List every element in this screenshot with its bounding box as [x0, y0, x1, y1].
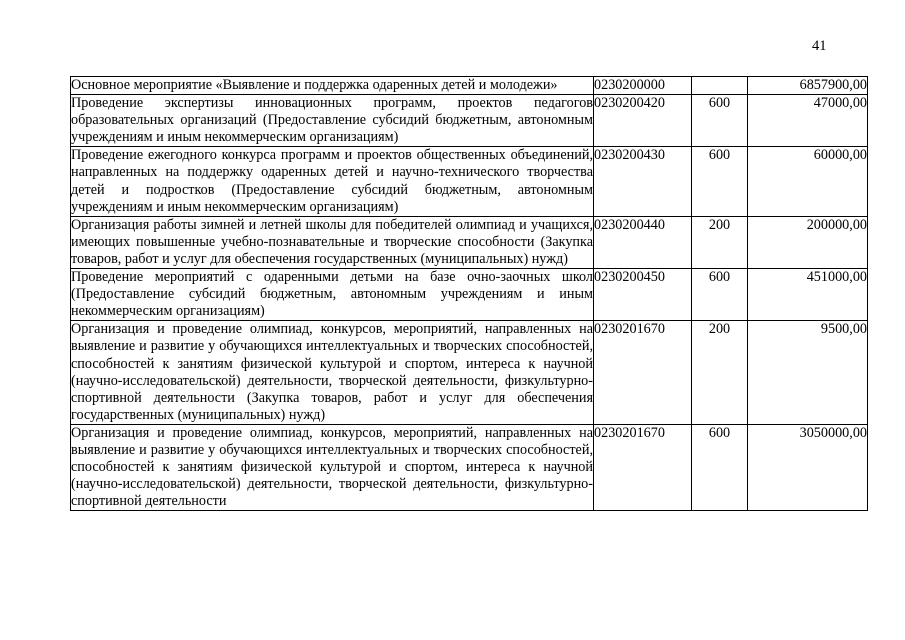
row-expense-type: 600 — [692, 424, 748, 510]
row-code: 0230200000 — [594, 77, 692, 95]
table-row — [71, 216, 868, 268]
table-row — [71, 147, 868, 216]
row-code: 0230201670 — [594, 424, 692, 510]
row-expense-type: 600 — [692, 147, 748, 216]
row-amount: 200000,00 — [748, 216, 868, 268]
row-expense-type: 600 — [692, 269, 748, 321]
table-row — [71, 77, 868, 95]
row-code: 0230200440 — [594, 216, 692, 268]
row-expense-type: 200 — [692, 321, 748, 425]
row-description: Проведение ежегодного конкурса программ и проектов общественных объединений, направленных на поддержку одаренных детей и научно-технического творчества детей и подростков (Предоставление субсидий бюджетным, автономным учреждениям и иным некоммерческим организациям) — [71, 147, 593, 215]
row-expense-type — [692, 77, 748, 95]
row-amount: 451000,00 — [748, 269, 868, 321]
row-description: Организация и проведение олимпиад, конкурсов, мероприятий, направленных на выявление и развитие у обучающихся интеллектуальных и творческих способностей, способностей к занятиям физической культурой и спортом, интереса к научной (научно-исследовательской) деятельности, творческой деятельности, физкультурно-спортивной деятельности — [71, 424, 593, 510]
table-row — [71, 95, 868, 147]
row-description: Организация работы зимней и летней школы для победителей олимпиад и учащихся, имеющих повышенные учебно-познавательные и творческие способности (Закупка товаров, работ и услуг для обеспечения государственных (муниципальных) нужд) — [71, 216, 593, 267]
row-description: Проведение экспертизы инновационных программ, проектов педагогов образовательных организаций (Предоставление субсидий бюджетным, автономным учреждениям и иным некоммерческим организациям) — [71, 95, 593, 146]
row-expense-type: 600 — [692, 95, 748, 147]
row-code: 0230200450 — [594, 269, 692, 321]
row-expense-type: 200 — [692, 216, 748, 268]
row-amount: 9500,00 — [748, 321, 868, 425]
row-amount: 6857900,00 — [748, 77, 868, 95]
table-row — [71, 269, 868, 321]
table-row — [71, 424, 868, 510]
row-description: Организация и проведение олимпиад, конкурсов, мероприятий, направленных на выявление и развитие у обучающихся интеллектуальных и творческих способностей, способностей к занятиям физической культурой и спортом, интереса к научной (научно-исследовательской) деятельности, творческой деятельности, физкультурно-спортивной деятельности (Закупка товаров, работ и услуг для обеспечения государственных (муниципальных) нужд) — [71, 321, 593, 423]
budget-table — [70, 76, 868, 511]
row-description: Проведение мероприятий с одаренными детьми на базе очно-заочных школ (Предоставление субсидий бюджетным, автономным учреждениям и иным некоммерческим организациям) — [71, 269, 593, 320]
row-amount: 60000,00 — [748, 147, 868, 216]
row-amount: 47000,00 — [748, 95, 868, 147]
row-code: 0230200420 — [594, 95, 692, 147]
row-code: 0230201670 — [594, 321, 692, 425]
row-description: Основное мероприятие «Выявление и поддержка одаренных детей и молодежи» — [71, 77, 594, 95]
page-number: 41 — [812, 38, 827, 54]
row-amount: 3050000,00 — [748, 424, 868, 510]
table-row — [71, 321, 868, 425]
row-code: 0230200430 — [594, 147, 692, 216]
